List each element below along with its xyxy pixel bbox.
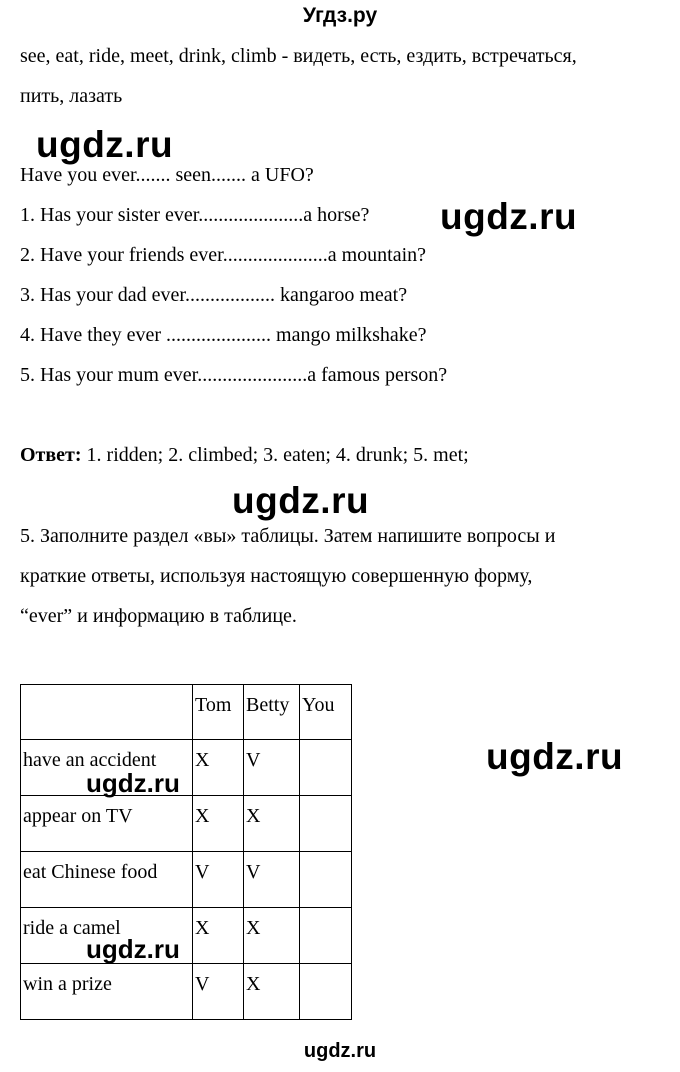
tom-cell: X	[193, 796, 244, 852]
header-cell-you: You	[300, 685, 352, 740]
table-row	[21, 852, 352, 908]
betty-cell: V	[244, 740, 300, 796]
example-sentence: Have you ever....... seen....... a UFO?	[20, 164, 314, 186]
table-row	[21, 964, 352, 1020]
header-cell-tom: Tom	[193, 685, 244, 740]
activity-cell: ride a camel	[21, 908, 193, 964]
betty-cell: X	[244, 964, 300, 1020]
intro-line-1: see, eat, ride, meet, drink, climb - видеть, есть, ездить, встречаться,	[20, 45, 577, 67]
you-cell[interactable]	[300, 908, 352, 964]
question-5: 5. Has your mum ever......................a famous person?	[20, 364, 448, 386]
table-row	[21, 796, 352, 852]
activity-cell: appear on TV	[21, 796, 193, 852]
header-cell-empty	[21, 685, 193, 740]
answer-line	[20, 443, 469, 467]
footer-text: ugdz.ru	[303, 1040, 377, 1062]
watermark-text: ugdz.ru	[232, 480, 370, 521]
watermark-text: ugdz.ru	[86, 934, 180, 964]
site-title: Угдз.ру	[302, 4, 378, 27]
activity-cell: eat Chinese food	[21, 852, 193, 908]
betty-cell: V	[244, 852, 300, 908]
you-cell[interactable]	[300, 964, 352, 1020]
question-4: 4. Have they ever ..................... mango milkshake?	[20, 324, 427, 346]
tom-cell: V	[193, 964, 244, 1020]
betty-cell: X	[244, 796, 300, 852]
you-cell[interactable]	[300, 740, 352, 796]
watermark-text: ugdz.ru	[86, 768, 180, 798]
question-2: 2. Have your friends ever.....................a mountain?	[20, 244, 427, 266]
intro-line-2: пить, лазать	[20, 85, 123, 107]
activity-cell: win a prize	[21, 964, 193, 1020]
table-row	[21, 740, 352, 796]
experience-table	[20, 684, 352, 1020]
activity-cell: have an accident	[21, 740, 193, 796]
question-1: 1. Has your sister ever.....................a horse?	[20, 204, 370, 226]
header-cell-betty: Betty	[244, 685, 300, 740]
table-row	[21, 908, 352, 964]
you-cell[interactable]	[300, 852, 352, 908]
task5-line-2: краткие ответы, используя настоящую совершенную форму,	[20, 565, 533, 587]
question-3: 3. Has your dad ever.................. kangaroo meat?	[20, 284, 408, 306]
tom-cell: X	[193, 908, 244, 964]
table-header-row	[21, 685, 352, 740]
answer-label: Ответ:	[20, 444, 82, 466]
task5-line-1: 5. Заполните раздел «вы» таблицы. Затем напишите вопросы и	[20, 525, 556, 547]
answer-text: 1. ridden; 2. climbed; 3. eaten; 4. drunk; 5. met;	[81, 444, 469, 466]
task5-line-3: “ever” и информацию в таблице.	[20, 605, 297, 627]
tom-cell: X	[193, 740, 244, 796]
you-cell[interactable]	[300, 796, 352, 852]
watermark-text: ugdz.ru	[486, 736, 624, 777]
watermark-text: ugdz.ru	[440, 196, 578, 237]
watermark-text: ugdz.ru	[36, 124, 174, 165]
betty-cell: X	[244, 908, 300, 964]
tom-cell: V	[193, 852, 244, 908]
